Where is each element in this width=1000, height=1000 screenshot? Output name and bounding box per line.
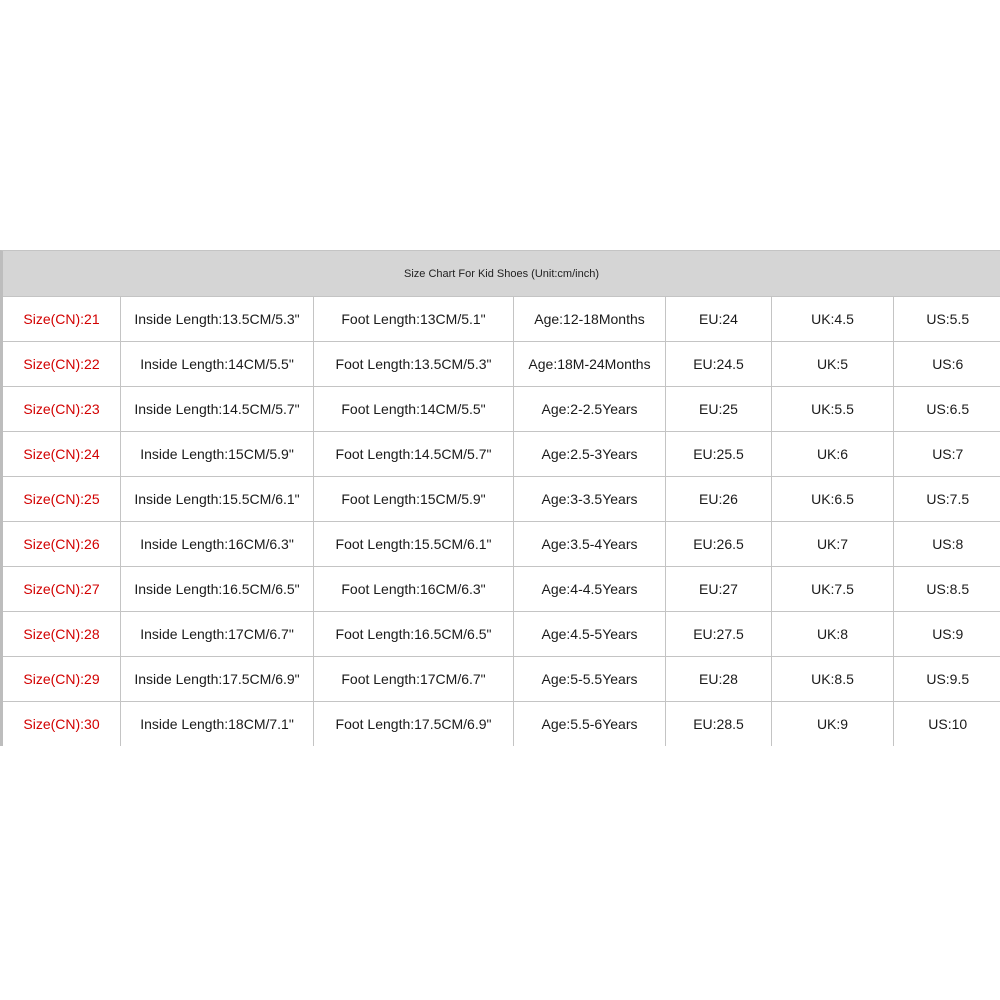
table-row — [2, 567, 1000, 612]
us-size-cell: US:5.5 — [894, 297, 1000, 342]
eu-size-cell: EU:24.5 — [666, 342, 772, 387]
us-size-cell: US:8.5 — [894, 567, 1000, 612]
uk-size-cell: UK:5.5 — [772, 387, 894, 432]
size-cn-cell: Size(CN):30 — [2, 702, 121, 747]
eu-size-cell: EU:26.5 — [666, 522, 772, 567]
size-table-body — [2, 297, 1000, 747]
foot-length-cell: Foot Length:17.5CM/6.9" — [314, 702, 514, 747]
inside-length-cell: Inside Length:17.5CM/6.9" — [121, 657, 314, 702]
age-cell: Age:18M-24Months — [514, 342, 666, 387]
foot-length-cell: Foot Length:15.5CM/6.1" — [314, 522, 514, 567]
size-chart — [0, 250, 1000, 750]
age-cell: Age:12-18Months — [514, 297, 666, 342]
us-size-cell: US:6 — [894, 342, 1000, 387]
foot-length-cell: Foot Length:16CM/6.3" — [314, 567, 514, 612]
us-size-cell: US:9 — [894, 612, 1000, 657]
inside-length-cell: Inside Length:14.5CM/5.7" — [121, 387, 314, 432]
size-cn-cell: Size(CN):22 — [2, 342, 121, 387]
inside-length-cell: Inside Length:13.5CM/5.3" — [121, 297, 314, 342]
table-row — [2, 297, 1000, 342]
size-cn-cell: Size(CN):24 — [2, 432, 121, 477]
inside-length-cell: Inside Length:15CM/5.9" — [121, 432, 314, 477]
us-size-cell: US:7.5 — [894, 477, 1000, 522]
uk-size-cell: UK:6 — [772, 432, 894, 477]
size-cn-cell: Size(CN):29 — [2, 657, 121, 702]
table-row — [2, 432, 1000, 477]
inside-length-cell: Inside Length:16.5CM/6.5" — [121, 567, 314, 612]
inside-length-cell: Inside Length:17CM/6.7" — [121, 612, 314, 657]
foot-length-cell: Foot Length:17CM/6.7" — [314, 657, 514, 702]
us-size-cell: US:9.5 — [894, 657, 1000, 702]
table-row — [2, 387, 1000, 432]
foot-length-cell: Foot Length:14.5CM/5.7" — [314, 432, 514, 477]
uk-size-cell: UK:8 — [772, 612, 894, 657]
eu-size-cell: EU:27 — [666, 567, 772, 612]
foot-length-cell: Foot Length:13.5CM/5.3" — [314, 342, 514, 387]
us-size-cell: US:8 — [894, 522, 1000, 567]
table-row — [2, 342, 1000, 387]
eu-size-cell: EU:26 — [666, 477, 772, 522]
us-size-cell: US:10 — [928, 716, 968, 732]
age-cell: Age:3-3.5Years — [514, 477, 666, 522]
foot-length-cell: Foot Length:14CM/5.5" — [314, 387, 514, 432]
size-cn-cell: Size(CN):28 — [2, 612, 121, 657]
size-table — [0, 296, 1000, 746]
age-cell: Age:4-4.5Years — [514, 567, 666, 612]
inside-length-cell: Inside Length:18CM/7.1" — [121, 702, 314, 747]
inside-length-cell: Inside Length:16CM/6.3" — [121, 522, 314, 567]
uk-size-cell: UK:5 — [772, 342, 894, 387]
table-row — [2, 702, 1000, 747]
size-cn-cell: Size(CN):23 — [2, 387, 121, 432]
uk-size-cell: UK:4.5 — [772, 297, 894, 342]
eu-size-cell: EU:28.5 — [666, 702, 772, 747]
table-row — [2, 657, 1000, 702]
age-cell: Age:2-2.5Years — [514, 387, 666, 432]
age-cell: Age:5.5-6Years — [514, 702, 666, 747]
us-size-cell: US:7 — [894, 432, 1000, 477]
inside-length-cell: Inside Length:14CM/5.5" — [121, 342, 314, 387]
size-chart-title: Size Chart For Kid Shoes (Unit:cm/inch) — [0, 250, 1000, 296]
us-size-cell: US:6.5 — [894, 387, 1000, 432]
size-cn-cell: Size(CN):21 — [2, 297, 121, 342]
foot-length-cell: Foot Length:16.5CM/6.5" — [314, 612, 514, 657]
uk-size-cell: UK:8.5 — [772, 657, 894, 702]
table-row — [2, 522, 1000, 567]
size-cn-cell: Size(CN):26 — [2, 522, 121, 567]
age-cell: Age:4.5-5Years — [514, 612, 666, 657]
age-cell: Age:3.5-4Years — [514, 522, 666, 567]
eu-size-cell: EU:27.5 — [666, 612, 772, 657]
eu-size-cell: EU:25.5 — [666, 432, 772, 477]
table-row — [2, 477, 1000, 522]
uk-size-cell: UK:9 — [772, 702, 894, 747]
eu-size-cell: EU:28 — [666, 657, 772, 702]
uk-size-cell: UK:6.5 — [772, 477, 894, 522]
table-row — [2, 612, 1000, 657]
foot-length-cell: Foot Length:13CM/5.1" — [314, 297, 514, 342]
uk-size-cell: UK:7.5 — [772, 567, 894, 612]
size-cn-cell: Size(CN):25 — [2, 477, 121, 522]
size-cn-cell: Size(CN):27 — [2, 567, 121, 612]
foot-length-cell: Foot Length:15CM/5.9" — [314, 477, 514, 522]
inside-length-cell: Inside Length:15.5CM/6.1" — [121, 477, 314, 522]
eu-size-cell: EU:24 — [666, 297, 772, 342]
age-cell: Age:5-5.5Years — [514, 657, 666, 702]
uk-size-cell: UK:7 — [772, 522, 894, 567]
eu-size-cell: EU:25 — [666, 387, 772, 432]
age-cell: Age:2.5-3Years — [514, 432, 666, 477]
